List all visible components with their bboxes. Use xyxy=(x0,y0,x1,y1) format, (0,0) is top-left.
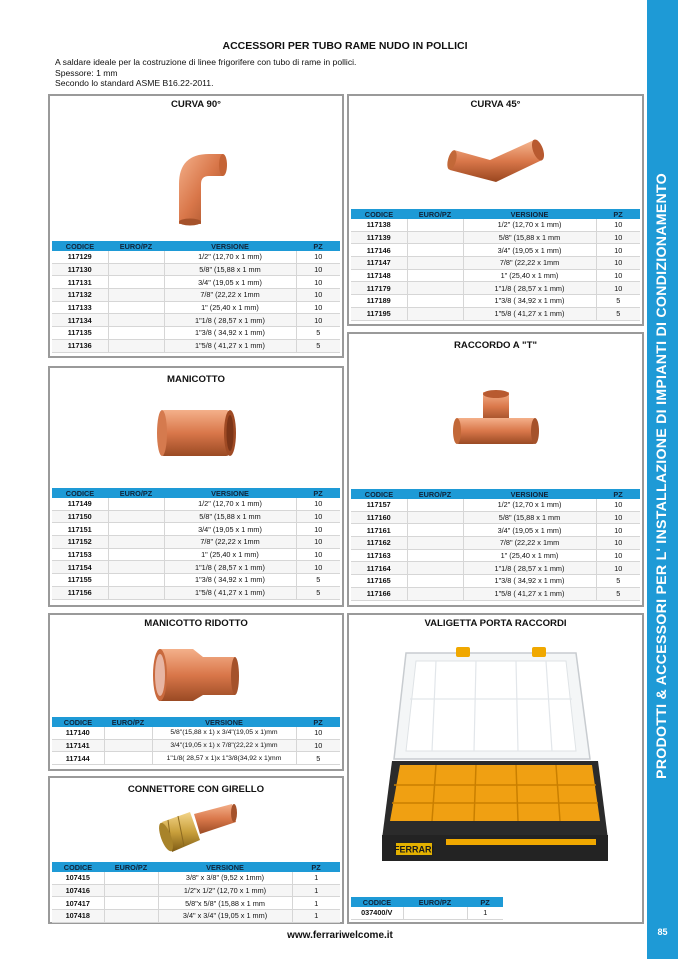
cell-pz: 10 xyxy=(296,498,340,510)
table-row xyxy=(52,289,340,302)
table-curva-45 xyxy=(351,209,640,321)
cell-pz: 10 xyxy=(296,561,340,574)
table-row xyxy=(52,910,340,923)
cell-euro xyxy=(407,562,463,575)
cell-code: 117154 xyxy=(52,561,108,574)
cell-code: 117152 xyxy=(52,536,108,549)
table-row xyxy=(52,739,340,752)
cell-version: 5/8" (15,88 x 1 mm xyxy=(463,511,596,524)
table-row xyxy=(52,276,340,289)
cell-code: 117163 xyxy=(351,549,407,562)
cell-code: 117164 xyxy=(351,562,407,575)
case-brand-label: FERRARI xyxy=(393,844,434,855)
table-row xyxy=(52,548,340,561)
cell-version: 1" (25,40 x 1 mm) xyxy=(164,548,296,561)
cell-version: 1"1/8 ( 28,57 x 1 mm) xyxy=(463,282,596,295)
cell-pz: 10 xyxy=(596,562,640,575)
table-row xyxy=(52,314,340,327)
col-versione: VERSIONE xyxy=(463,489,596,499)
cell-pz: 10 xyxy=(296,727,340,739)
cell-pz: 10 xyxy=(596,231,640,244)
cell-pz: 10 xyxy=(596,219,640,231)
cell-code: 117131 xyxy=(52,276,108,289)
section-title: MANICOTTO xyxy=(167,374,225,385)
cell-pz: 10 xyxy=(296,510,340,523)
cell-euro xyxy=(108,314,164,327)
col-euro: EURO/PZ xyxy=(407,209,463,219)
cell-euro xyxy=(108,327,164,340)
cell-code: 117140 xyxy=(52,727,104,739)
cell-code: 117134 xyxy=(52,314,108,327)
table-row xyxy=(52,301,340,314)
col-codice: CODICE xyxy=(52,862,104,872)
table-row xyxy=(52,523,340,536)
cell-code: 117138 xyxy=(351,219,407,231)
cell-version: 1"3/8 ( 34,92 x 1 mm) xyxy=(463,575,596,588)
table-connettore xyxy=(52,862,340,923)
table-row xyxy=(351,549,640,562)
fitting-case-image xyxy=(349,639,642,879)
section-manicotto-ridotto xyxy=(48,613,344,771)
cell-euro xyxy=(407,282,463,295)
table-row xyxy=(351,257,640,270)
table-row xyxy=(52,574,340,587)
cell-euro xyxy=(108,586,164,599)
cell-pz: 5 xyxy=(596,295,640,308)
cell-code: 117166 xyxy=(351,587,407,600)
cell-pz: 1 xyxy=(292,884,340,897)
cell-version: 1"5/8 ( 41,27 x 1 mm) xyxy=(164,586,296,599)
col-pz: PZ xyxy=(292,862,340,872)
section-connettore xyxy=(48,776,344,924)
cell-euro xyxy=(108,289,164,302)
cell-version: 1" (25,40 x 1 mm) xyxy=(463,269,596,282)
cell-code: 117139 xyxy=(351,231,407,244)
cell-code: 117149 xyxy=(52,498,108,510)
cell-code: 117165 xyxy=(351,575,407,588)
cell-pz: 10 xyxy=(296,251,340,263)
footer-url[interactable]: www.ferrariwelcome.it xyxy=(287,930,393,941)
cell-version: 7/8" (22,22 x 1mm xyxy=(164,289,296,302)
cell-code: 117146 xyxy=(351,244,407,257)
cell-euro xyxy=(407,257,463,270)
cell-version: 1"1/8 ( 28,57 x 1 mm) xyxy=(164,561,296,574)
cell-euro xyxy=(108,523,164,536)
cell-euro xyxy=(407,307,463,320)
table-row xyxy=(351,307,640,320)
cell-pz: 10 xyxy=(296,739,340,752)
section-curva-45 xyxy=(347,94,644,326)
cell-version: 1/2" (12,70 x 1 mm) xyxy=(463,219,596,231)
cell-euro xyxy=(403,907,467,919)
page-number: 85 xyxy=(657,927,668,937)
table-row xyxy=(351,295,640,308)
col-pz: PZ xyxy=(296,241,340,251)
intro-line: Spessore: 1 mm xyxy=(55,67,118,78)
col-pz: PZ xyxy=(596,209,640,219)
intro-line: A saldare ideale per la costruzione di linee frigorifere con tubo di rame in pollici. xyxy=(55,57,357,67)
cell-version: 1/2" (12,70 x 1 mm) xyxy=(164,251,296,263)
cell-pz: 10 xyxy=(596,282,640,295)
cell-euro xyxy=(108,263,164,276)
cell-pz: 5 xyxy=(296,327,340,340)
cell-code: 117155 xyxy=(52,574,108,587)
cell-pz: 10 xyxy=(596,244,640,257)
cell-pz: 10 xyxy=(296,301,340,314)
cell-pz: 1 xyxy=(467,907,503,919)
cell-euro xyxy=(108,339,164,352)
section-title: CURVA 90° xyxy=(170,99,222,110)
cell-version: 1"3/8 ( 34,92 x 1 mm) xyxy=(164,574,296,587)
cell-pz: 10 xyxy=(596,549,640,562)
table-manicotto xyxy=(52,488,340,600)
cell-pz: 5 xyxy=(296,574,340,587)
cell-code: 117179 xyxy=(351,282,407,295)
cell-code: 117136 xyxy=(52,339,108,352)
cell-version: 1" (25,40 x 1 mm) xyxy=(164,301,296,314)
cell-euro xyxy=(104,884,158,897)
section-title: CONNETTORE CON GIRELLO xyxy=(127,784,265,795)
cell-pz: 10 xyxy=(296,314,340,327)
cell-version: 3/4" (19,05 x 1 mm) xyxy=(463,524,596,537)
cell-version: 3/4" (19,05 x 1 mm) xyxy=(463,244,596,257)
cell-pz: 10 xyxy=(596,257,640,270)
cell-code: 117147 xyxy=(351,257,407,270)
table-row xyxy=(351,244,640,257)
table-row xyxy=(52,327,340,340)
cell-version: 3/4" x 3/4" (19,05 x 1 mm) xyxy=(158,910,292,923)
cell-code: 117132 xyxy=(52,289,108,302)
page-title: ACCESSORI PER TUBO RAME NUDO IN POLLICI xyxy=(222,40,468,52)
cell-code: 117161 xyxy=(351,524,407,537)
cell-code: 117135 xyxy=(52,327,108,340)
cell-pz: 10 xyxy=(296,263,340,276)
table-row xyxy=(351,575,640,588)
cell-version: 1/2"x 1/2" (12,70 x 1 mm) xyxy=(158,884,292,897)
cell-code: 037400/V xyxy=(351,907,403,919)
cell-euro xyxy=(104,872,158,884)
cell-code: 107415 xyxy=(52,872,104,884)
table-row xyxy=(351,524,640,537)
table-row xyxy=(351,231,640,244)
col-euro: EURO/PZ xyxy=(108,241,164,251)
cell-euro xyxy=(108,548,164,561)
cell-code: 117133 xyxy=(52,301,108,314)
cell-version: 7/8" (22,22 x 1mm xyxy=(463,257,596,270)
table-curva-90 xyxy=(52,241,340,353)
elbow-45-image xyxy=(349,130,642,186)
cell-version: 1"3/8 ( 34,92 x 1 mm) xyxy=(164,327,296,340)
cell-pz: 10 xyxy=(296,536,340,549)
col-euro: EURO/PZ xyxy=(108,488,164,498)
table-row xyxy=(351,282,640,295)
cell-code: 117153 xyxy=(52,548,108,561)
cell-pz: 10 xyxy=(596,511,640,524)
cell-version: 1/2" (12,70 x 1 mm) xyxy=(463,499,596,511)
table-row xyxy=(52,561,340,574)
table-row xyxy=(351,219,640,231)
cell-euro xyxy=(104,910,158,923)
cell-euro xyxy=(407,219,463,231)
col-versione: VERSIONE xyxy=(164,241,296,251)
cell-pz: 5 xyxy=(596,575,640,588)
cell-euro xyxy=(407,499,463,511)
table-row xyxy=(351,511,640,524)
cell-code: 117151 xyxy=(52,523,108,536)
cell-euro xyxy=(407,549,463,562)
cell-euro xyxy=(108,510,164,523)
cell-pz: 10 xyxy=(296,289,340,302)
table-row xyxy=(52,339,340,352)
reducer-coupling-image xyxy=(50,645,342,705)
cell-pz: 10 xyxy=(296,276,340,289)
col-versione: VERSIONE xyxy=(152,717,296,727)
cell-code: 117130 xyxy=(52,263,108,276)
cell-version: 1"1/8( 28,57 x 1)x 1"3/8(34,92 x 1)mm xyxy=(152,752,296,765)
table-row xyxy=(351,562,640,575)
cell-pz: 10 xyxy=(596,537,640,550)
col-euro: EURO/PZ xyxy=(403,897,467,907)
section-valigetta xyxy=(347,613,644,924)
table-row xyxy=(52,586,340,599)
cell-version: 3/4" (19,05 x 1 mm) xyxy=(164,276,296,289)
cell-pz: 5 xyxy=(596,307,640,320)
cell-euro xyxy=(108,251,164,263)
flare-connector-image xyxy=(50,800,342,858)
cell-code: 117150 xyxy=(52,510,108,523)
cell-version: 1"3/8 ( 34,92 x 1 mm) xyxy=(463,295,596,308)
table-row xyxy=(52,498,340,510)
col-euro: EURO/PZ xyxy=(104,717,152,727)
cell-version: 1"5/8 ( 41,27 x 1 mm) xyxy=(463,307,596,320)
cell-pz: 10 xyxy=(596,524,640,537)
table-valigetta xyxy=(351,897,503,920)
cell-code: 107418 xyxy=(52,910,104,923)
table-row xyxy=(52,872,340,884)
cell-euro xyxy=(407,231,463,244)
cell-version: 7/8" (22,22 x 1mm xyxy=(164,536,296,549)
col-codice: CODICE xyxy=(52,717,104,727)
table-row xyxy=(351,587,640,600)
col-pz: PZ xyxy=(467,897,503,907)
table-row xyxy=(52,536,340,549)
cell-pz: 10 xyxy=(596,499,640,511)
col-euro: EURO/PZ xyxy=(407,489,463,499)
cell-code: 107417 xyxy=(52,897,104,910)
cell-version: 7/8" (22,22 x 1mm xyxy=(463,537,596,550)
table-row xyxy=(351,907,503,919)
cell-euro xyxy=(108,561,164,574)
cell-euro xyxy=(108,276,164,289)
elbow-90-image xyxy=(50,136,342,226)
intro-text xyxy=(55,57,356,89)
cell-euro xyxy=(407,244,463,257)
cell-pz: 5 xyxy=(296,752,340,765)
cell-euro xyxy=(104,727,152,739)
cell-version: 5/8" (15,88 x 1 mm xyxy=(463,231,596,244)
table-row xyxy=(52,510,340,523)
cell-version: 1" (25,40 x 1 mm) xyxy=(463,549,596,562)
cell-euro xyxy=(104,739,152,752)
cell-euro xyxy=(407,295,463,308)
side-banner-text: PRODOTTI & ACCESSORI PER L' INSTALLAZIONE DI IMPIANTI DI CONDIZIONAMENTO xyxy=(654,173,670,779)
cell-code: 117157 xyxy=(351,499,407,511)
cell-pz: 10 xyxy=(596,269,640,282)
table-row xyxy=(52,263,340,276)
section-curva-90 xyxy=(48,94,344,358)
cell-euro xyxy=(104,897,158,910)
cell-code: 117195 xyxy=(351,307,407,320)
section-raccordo-t xyxy=(347,332,644,607)
cell-pz: 1 xyxy=(292,872,340,884)
cell-version: 5/8"x 5/8" (15,88 x 1 mm xyxy=(158,897,292,910)
section-title: CURVA 45° xyxy=(470,99,521,110)
cell-pz: 5 xyxy=(596,587,640,600)
cell-pz: 10 xyxy=(296,523,340,536)
cell-version: 3/4"(19,05 x 1) x 7/8"(22,22 x 1)mm xyxy=(152,739,296,752)
col-codice: CODICE xyxy=(52,241,108,251)
col-codice: CODICE xyxy=(351,489,407,499)
cell-code: 117141 xyxy=(52,739,104,752)
col-versione: VERSIONE xyxy=(158,862,292,872)
col-codice: CODICE xyxy=(351,897,403,907)
cell-version: 3/4" (19,05 x 1 mm) xyxy=(164,523,296,536)
cell-version: 1"1/8 ( 28,57 x 1 mm) xyxy=(463,562,596,575)
cell-code: 117162 xyxy=(351,537,407,550)
cell-version: 5/8" (15,88 x 1 mm xyxy=(164,263,296,276)
cell-version: 1"5/8 ( 41,27 x 1 mm) xyxy=(164,339,296,352)
cell-version: 5/8"(15,88 x 1) x 3/4"(19,05 x 1)mm xyxy=(152,727,296,739)
col-versione: VERSIONE xyxy=(164,488,296,498)
col-pz: PZ xyxy=(296,717,340,727)
cell-version: 1"5/8 ( 41,27 x 1 mm) xyxy=(463,587,596,600)
cell-euro xyxy=(407,269,463,282)
section-title: MANICOTTO RIDOTTO xyxy=(144,618,248,629)
section-title: VALIGETTA PORTA RACCORDI xyxy=(424,618,567,629)
col-codice: CODICE xyxy=(52,488,108,498)
cell-pz: 1 xyxy=(292,910,340,923)
cell-version: 5/8" (15,88 x 1 mm xyxy=(164,510,296,523)
col-versione: VERSIONE xyxy=(463,209,596,219)
cell-code: 117189 xyxy=(351,295,407,308)
table-row xyxy=(351,499,640,511)
intro-line: Secondo lo standard ASME B16.22-2011. xyxy=(55,78,214,89)
cell-pz: 5 xyxy=(296,339,340,352)
section-title: RACCORDO A "T" xyxy=(454,340,537,351)
cell-pz: 5 xyxy=(296,586,340,599)
cell-code: 117156 xyxy=(52,586,108,599)
cell-code: 117160 xyxy=(351,511,407,524)
cell-euro xyxy=(407,587,463,600)
col-euro: EURO/PZ xyxy=(104,862,158,872)
table-manicotto-ridotto xyxy=(52,717,340,765)
cell-euro xyxy=(407,524,463,537)
table-row xyxy=(351,537,640,550)
cell-version: 1"1/8 ( 28,57 x 1 mm) xyxy=(164,314,296,327)
col-pz: PZ xyxy=(296,488,340,498)
cell-code: 117129 xyxy=(52,251,108,263)
cell-euro xyxy=(108,536,164,549)
cell-code: 117144 xyxy=(52,752,104,765)
cell-euro xyxy=(104,752,152,765)
cell-version: 1/2" (12,70 x 1 mm) xyxy=(164,498,296,510)
cell-pz: 1 xyxy=(292,897,340,910)
cell-euro xyxy=(108,301,164,314)
table-raccordo-t xyxy=(351,489,640,601)
cell-euro xyxy=(407,537,463,550)
cell-euro xyxy=(108,574,164,587)
col-codice: CODICE xyxy=(351,209,407,219)
cell-code: 117148 xyxy=(351,269,407,282)
table-row xyxy=(351,269,640,282)
section-manicotto xyxy=(48,366,344,607)
coupling-image xyxy=(50,406,342,460)
cell-euro xyxy=(108,498,164,510)
cell-euro xyxy=(407,511,463,524)
table-row xyxy=(52,752,340,765)
table-row xyxy=(52,884,340,897)
table-row xyxy=(52,897,340,910)
cell-euro xyxy=(407,575,463,588)
table-row xyxy=(52,251,340,263)
col-pz: PZ xyxy=(596,489,640,499)
cell-version: 3/8" x 3/8" (9,52 x 1mm) xyxy=(158,872,292,884)
table-row xyxy=(52,727,340,739)
cell-code: 107416 xyxy=(52,884,104,897)
cell-pz: 10 xyxy=(296,548,340,561)
tee-fitting-image xyxy=(349,390,642,456)
